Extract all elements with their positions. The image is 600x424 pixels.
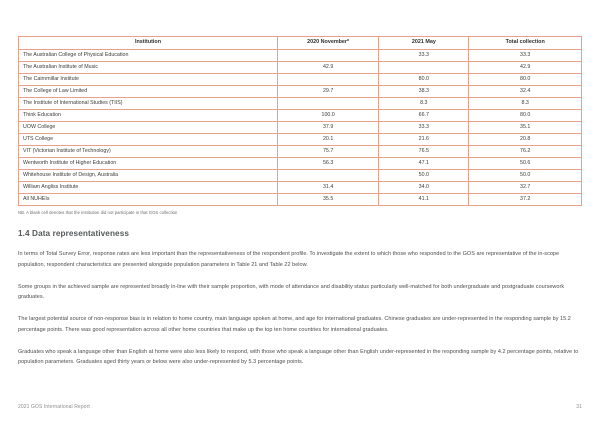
table-row xyxy=(19,182,582,194)
cell-may-2021: 34.0 xyxy=(379,182,469,194)
response-rate-table-container xyxy=(18,0,582,215)
cell-nov-2020: 100.0 xyxy=(277,110,378,122)
cell-may-2021: 76.5 xyxy=(379,146,469,158)
table-row xyxy=(19,158,582,170)
cell-nov-2020: 56.3 xyxy=(277,158,378,170)
column-header-may-2021: 2021 May xyxy=(379,37,469,50)
cell-total-collection: 42.9 xyxy=(469,62,582,74)
cell-nov-2020 xyxy=(277,98,378,110)
cell-may-2021: 38.3 xyxy=(379,86,469,98)
cell-total-collection: 33.3 xyxy=(469,50,582,62)
cell-total-collection: 35.1 xyxy=(469,122,582,134)
cell-total-collection: 80.0 xyxy=(469,110,582,122)
cell-institution: The Institute of International Studies (TIIS) xyxy=(19,98,278,110)
cell-may-2021: 33.3 xyxy=(379,50,469,62)
cell-total-collection: 32.4 xyxy=(469,86,582,98)
table-row xyxy=(19,50,582,62)
cell-total-collection: 50.6 xyxy=(469,158,582,170)
table-row xyxy=(19,170,582,182)
cell-institution: Whitehouse Institute of Design, Australia xyxy=(19,170,278,182)
cell-nov-2020 xyxy=(277,170,378,182)
cell-may-2021 xyxy=(379,62,469,74)
cell-total-collection: 20.8 xyxy=(469,134,582,146)
cell-may-2021: 66.7 xyxy=(379,110,469,122)
table-row xyxy=(19,122,582,134)
cell-nov-2020: 37.9 xyxy=(277,122,378,134)
table-header-row xyxy=(19,37,582,50)
cell-total-collection: 32.7 xyxy=(469,182,582,194)
cell-total-collection: 76.2 xyxy=(469,146,582,158)
cell-may-2021: 80.0 xyxy=(379,74,469,86)
cell-institution: The Cairnmillar Institute xyxy=(19,74,278,86)
cell-may-2021: 47.1 xyxy=(379,158,469,170)
table-row xyxy=(19,98,582,110)
cell-nov-2020: 20.1 xyxy=(277,134,378,146)
body-paragraph: In terms of Total Survey Error, response rates are less important than the representativeness of the respondent profile. To investigate the extent to which those who responded to the GOS are representative of the in-scope population, respondent characteristics are presented alongside population parameters in Table 21 and Table 22 below. xyxy=(18,251,560,269)
column-header-nov-2020: 2020 November* xyxy=(277,37,378,50)
cell-may-2021: 50.0 xyxy=(379,170,469,182)
section-heading: 1.4 Data representativeness xyxy=(18,229,130,239)
cell-may-2021: 8.3 xyxy=(379,98,469,110)
table-row xyxy=(19,74,582,86)
column-header-institution: Institution xyxy=(19,37,278,50)
body-paragraph: The largest potential source of non-response bias is in relation to home country, main language spoken at home, and age for international graduates. Chinese graduates are under-represented in the responding sample by 15.2 percentage points. There was good representation across all other home countries that make up the top ten home countries for international graduates. xyxy=(18,316,571,333)
cell-institution: William Angliss Institute xyxy=(19,182,278,194)
cell-may-2021: 33.3 xyxy=(379,122,469,134)
cell-institution: All NUHEIs xyxy=(19,194,278,206)
cell-institution: VIT (Victorian Institute of Technology) xyxy=(19,146,278,158)
table-header xyxy=(19,37,582,50)
footer-report-title: 2021 GOS International Report xyxy=(18,404,90,410)
table-row xyxy=(19,86,582,98)
table-row xyxy=(19,194,582,206)
cell-may-2021: 21.6 xyxy=(379,134,469,146)
cell-total-collection: 8.3 xyxy=(469,98,582,110)
institution-response-rate-table xyxy=(18,36,582,206)
footer-page-number: 31 xyxy=(576,404,582,410)
cell-nov-2020: 29.7 xyxy=(277,86,378,98)
section-body xyxy=(18,249,582,368)
table-row xyxy=(19,62,582,74)
table-body xyxy=(19,50,582,206)
cell-total-collection: 80.0 xyxy=(469,74,582,86)
cell-may-2021: 41.1 xyxy=(379,194,469,206)
body-paragraph: Some groups in the achieved sample are represented broadly in-line with their sample proportion, with mode of attendance and disability status particularly well-matched for both undergraduate and postgraduate coursework graduates. xyxy=(18,283,565,301)
page-footer xyxy=(18,404,582,410)
cell-nov-2020: 35.5 xyxy=(277,194,378,206)
table-row xyxy=(19,146,582,158)
column-header-total-collection: Total collection xyxy=(469,37,582,50)
table-row xyxy=(19,110,582,122)
cell-nov-2020: 42.9 xyxy=(277,62,378,74)
table-note: NB. A blank cell denotes that the institution did not participate in that GOS collection xyxy=(18,210,178,216)
body-paragraph: Graduates who speak a language other than English at home were also less likely to respond, with those who speak a language other than English under-represented in the responding sample by 4.2 percentage points, relative to population parameters. Graduates aged thirty years or below were also under-represented by 5.3 percentage points. xyxy=(18,348,579,366)
cell-institution: The Australian Institute of Music xyxy=(19,62,278,74)
cell-nov-2020 xyxy=(277,50,378,62)
cell-nov-2020: 31.4 xyxy=(277,182,378,194)
cell-institution: Wentworth Institute of Higher Education xyxy=(19,158,278,170)
cell-institution: The College of Law Limited xyxy=(19,86,278,98)
cell-institution: UOW College xyxy=(19,122,278,134)
cell-institution: Think Education xyxy=(19,110,278,122)
cell-total-collection: 37.2 xyxy=(469,194,582,206)
cell-institution: The Australian College of Physical Education xyxy=(19,50,278,62)
cell-nov-2020: 75.7 xyxy=(277,146,378,158)
cell-nov-2020 xyxy=(277,74,378,86)
cell-institution: UTS College xyxy=(19,134,278,146)
cell-total-collection: 50.0 xyxy=(469,170,582,182)
table-row xyxy=(19,134,582,146)
